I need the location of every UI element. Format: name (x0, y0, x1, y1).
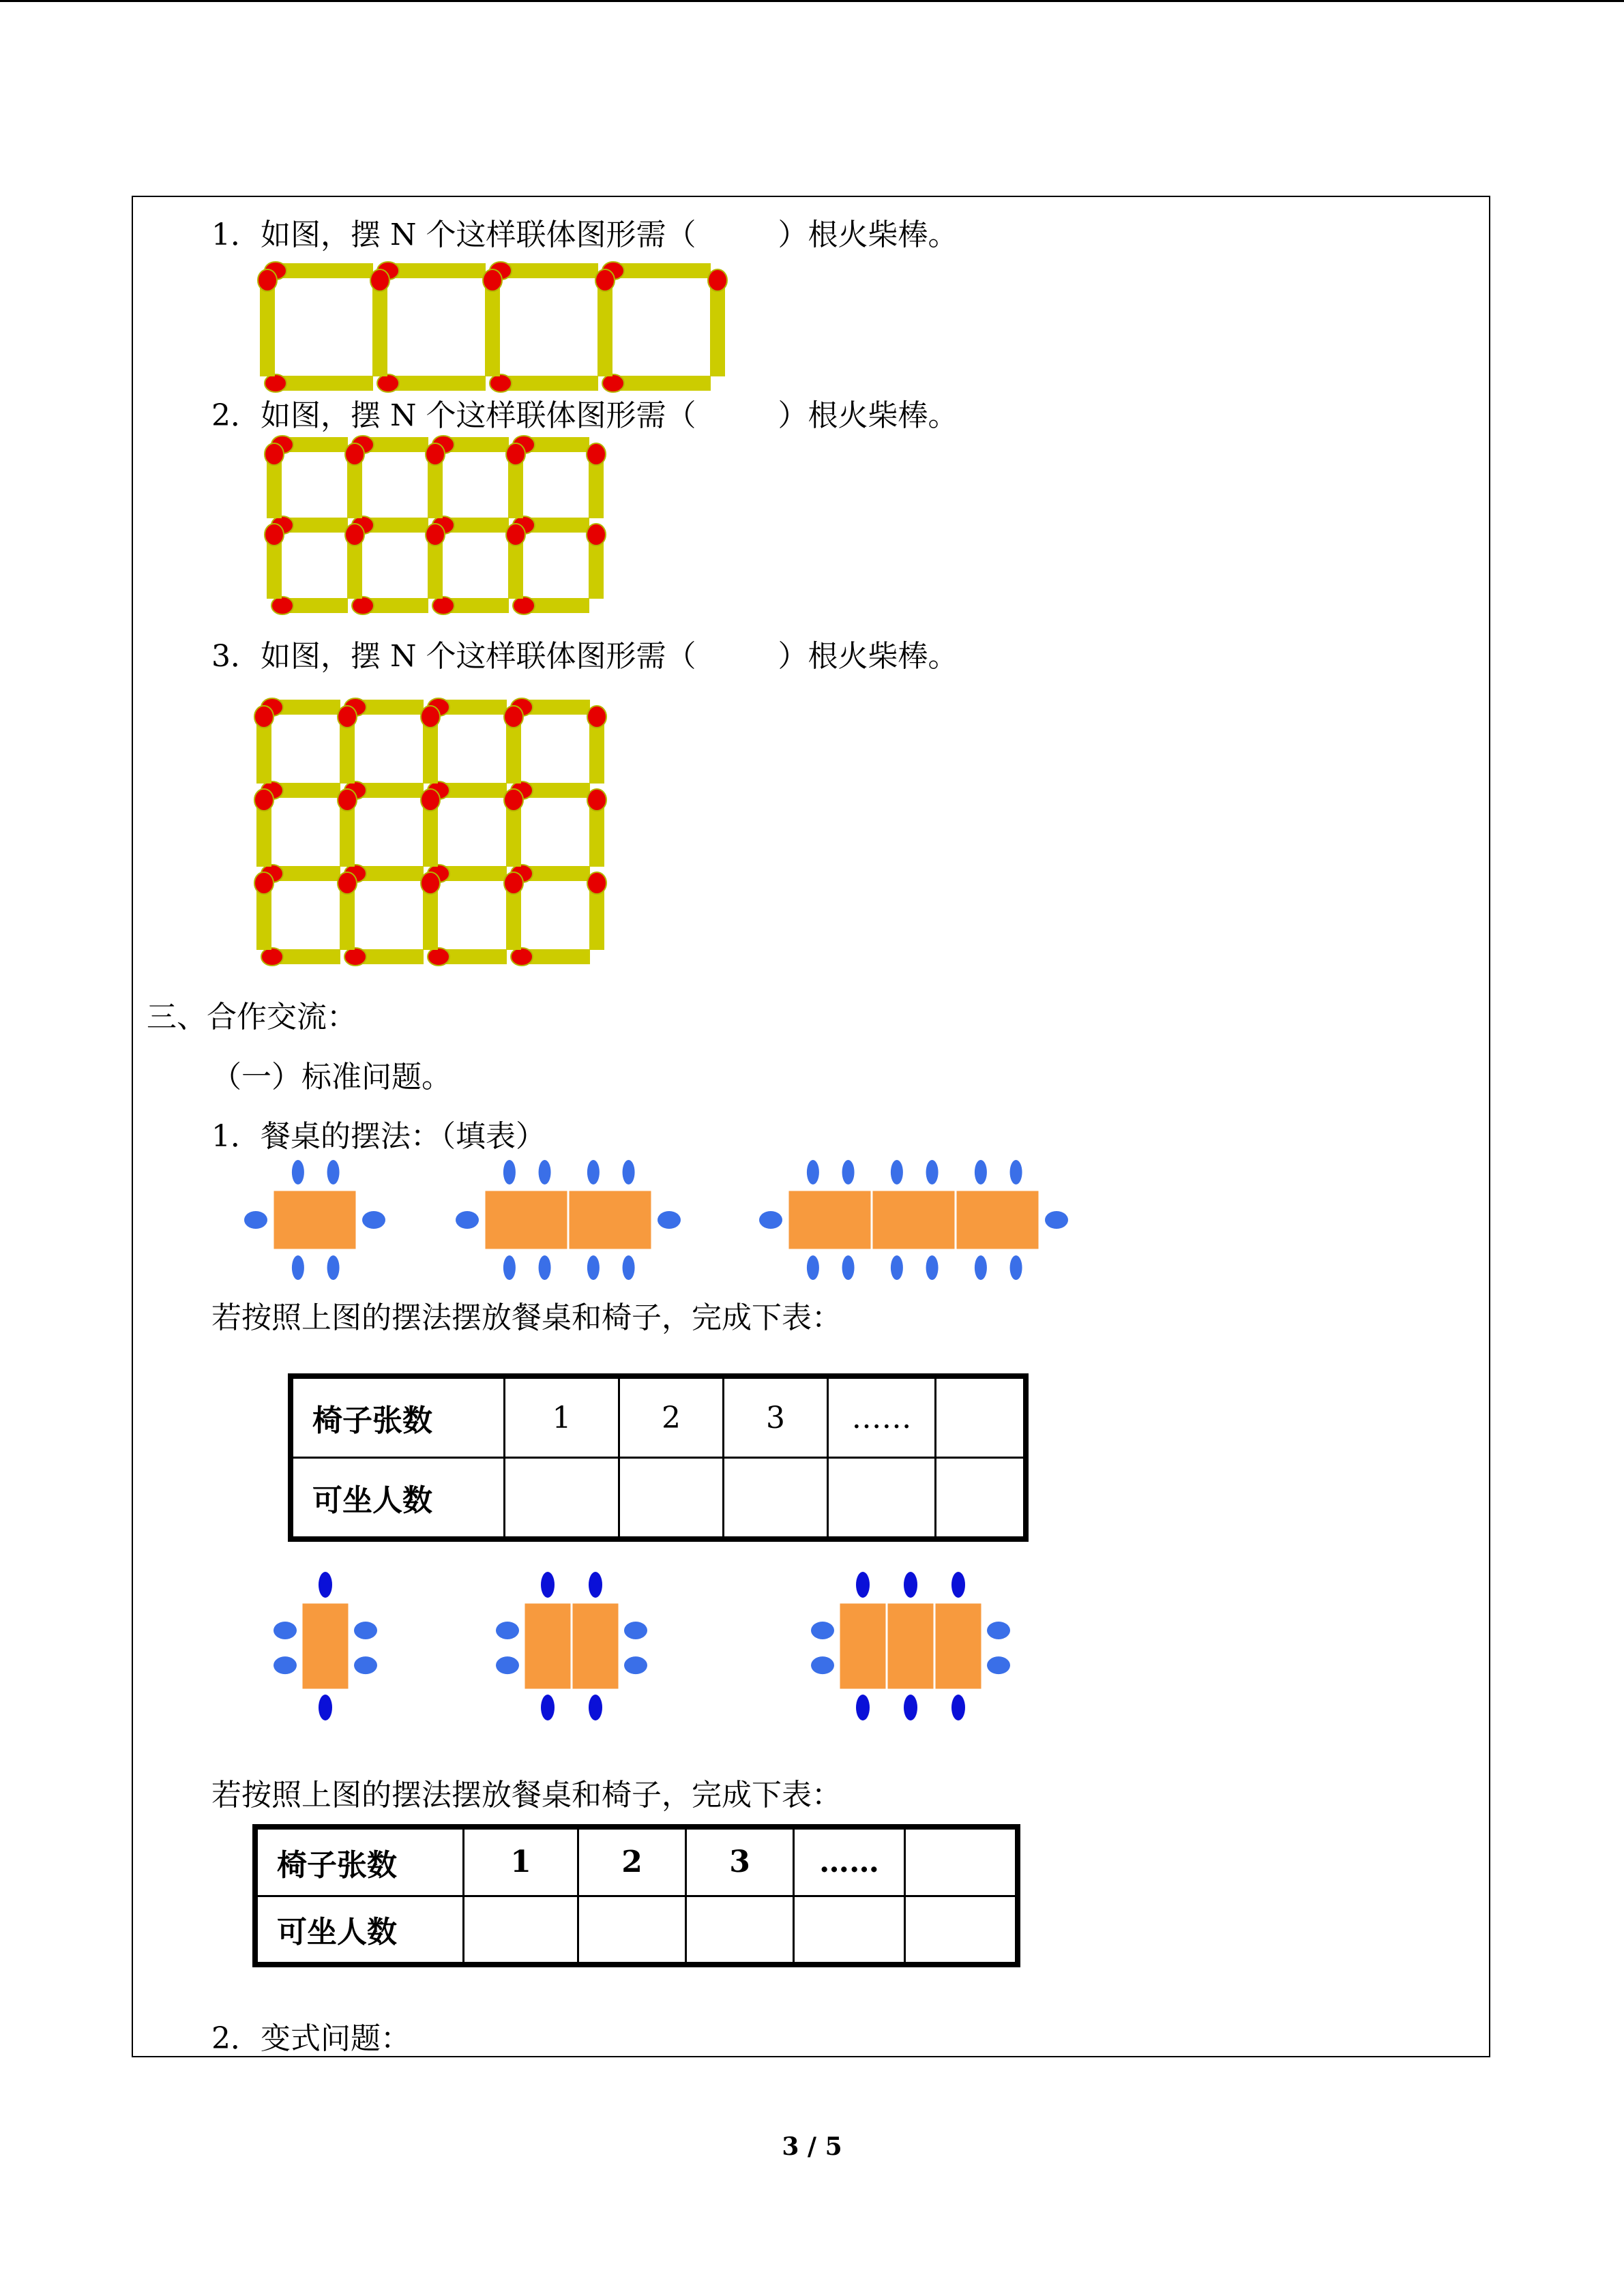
chair (658, 1211, 681, 1229)
match-head (426, 524, 445, 546)
question-1-lead: 1．如图，摆 N 个这样联体图形需（ (211, 218, 696, 252)
matchstick (612, 263, 711, 278)
question-2 (211, 398, 958, 434)
chair (589, 1572, 602, 1598)
chair (623, 1160, 635, 1184)
chair (1010, 1255, 1022, 1280)
matchstick (710, 278, 725, 376)
match-head (265, 524, 284, 546)
matchstick-figure-3 (256, 699, 781, 965)
question-3 (211, 638, 958, 675)
matchstick (499, 376, 598, 391)
top-rule (0, 0, 1624, 2)
table-cell: …… (794, 1827, 905, 1896)
chair (951, 1572, 965, 1598)
matchstick (597, 278, 612, 376)
table-cell[interactable] (686, 1896, 794, 1965)
match-head (421, 789, 440, 811)
matchstick (274, 376, 373, 391)
dining-table-item: 1．餐桌的摆法：（填表） (211, 1119, 546, 1154)
section-title: 三、合作交流： (147, 1000, 357, 1034)
match-head (254, 706, 274, 728)
table-cell: 2 (619, 1376, 724, 1458)
chair (975, 1160, 987, 1184)
match-head (513, 597, 535, 614)
table-cell[interactable] (936, 1376, 1027, 1458)
match-head (587, 706, 606, 728)
match-head (504, 789, 523, 811)
match-head (338, 789, 357, 811)
matchstick-figure-1 (259, 263, 743, 385)
dining-tables-long-arrangement (246, 1152, 1050, 1289)
match-head (587, 524, 606, 546)
chair (541, 1572, 555, 1598)
table-row (291, 1376, 1026, 1458)
table-row (255, 1827, 1018, 1896)
question-3-tail: ）根火柴棒。 (778, 639, 958, 674)
matchstick (612, 376, 711, 391)
chair (589, 1695, 602, 1720)
match-head (352, 597, 374, 614)
chair (327, 1160, 340, 1184)
chair (926, 1255, 939, 1280)
table-cell: 可坐人数 (255, 1896, 464, 1965)
chair (539, 1255, 551, 1280)
chair (274, 1656, 297, 1674)
dining-table (524, 1602, 572, 1690)
table-cell: 1 (505, 1376, 619, 1458)
dining-table (572, 1602, 619, 1690)
match-head (265, 374, 286, 392)
table-cell[interactable] (905, 1896, 1018, 1965)
chair (503, 1160, 516, 1184)
match-head (421, 872, 440, 894)
matchstick (274, 263, 373, 278)
chair (951, 1695, 965, 1720)
question-1-tail: ）根火柴棒。 (778, 218, 958, 252)
match-head (587, 789, 606, 811)
table-cell[interactable] (505, 1458, 619, 1540)
chair (624, 1656, 647, 1674)
match-head (490, 374, 512, 392)
chair (274, 1622, 297, 1639)
question-1 (211, 217, 958, 254)
match-head (254, 789, 274, 811)
dining-table (839, 1602, 887, 1690)
dining-table (934, 1602, 982, 1690)
matchstick (372, 278, 387, 376)
dining-table (956, 1190, 1039, 1250)
fill-table-1 (288, 1373, 1029, 1542)
chair (362, 1211, 385, 1229)
chair (1045, 1211, 1068, 1229)
dining-table (568, 1190, 652, 1250)
table-cell[interactable] (936, 1458, 1027, 1540)
chair (904, 1572, 917, 1598)
match-head (432, 597, 454, 614)
chair (856, 1572, 870, 1598)
match-head (345, 524, 364, 546)
chair (327, 1255, 340, 1280)
chair (496, 1656, 519, 1674)
matchstick (387, 376, 486, 391)
chair (856, 1695, 870, 1720)
table-cell[interactable] (905, 1827, 1018, 1896)
match-head (338, 872, 357, 894)
match-head (345, 443, 364, 465)
dining-table (788, 1190, 872, 1250)
table-cell: 1 (464, 1827, 578, 1896)
matchstick (499, 263, 598, 278)
chair (1010, 1160, 1022, 1184)
chair (842, 1255, 855, 1280)
matchstick (260, 278, 275, 376)
table-row (255, 1896, 1018, 1965)
dining-table (484, 1190, 568, 1250)
chair (319, 1572, 332, 1598)
match-head (421, 706, 440, 728)
match-head (708, 269, 727, 291)
table-cell: 椅子张数 (291, 1376, 505, 1458)
match-head (344, 948, 366, 966)
match-head (504, 706, 523, 728)
chair (811, 1656, 834, 1674)
chair (503, 1255, 516, 1280)
chair (496, 1622, 519, 1639)
dining-table (273, 1190, 357, 1250)
table-cell: …… (828, 1376, 936, 1458)
question-3-lead: 3．如图，摆 N 个这样联体图形需（ (211, 639, 696, 674)
chair (292, 1255, 304, 1280)
matchstick-figure-2 (266, 436, 750, 614)
table-cell[interactable] (828, 1458, 936, 1540)
table-cell[interactable] (619, 1458, 724, 1540)
chair (539, 1160, 551, 1184)
chair (623, 1255, 635, 1280)
match-head (428, 948, 449, 966)
match-head (587, 443, 606, 465)
table-cell[interactable] (464, 1896, 578, 1965)
chair (292, 1160, 304, 1184)
match-head (504, 872, 523, 894)
instruction-2: 若按照上图的摆法摆放餐桌和椅子，完成下表： (211, 1778, 842, 1813)
fill-table-2 (252, 1824, 1020, 1967)
question-2-tail: ）根火柴棒。 (778, 398, 958, 433)
table-cell: 3 (724, 1376, 828, 1458)
match-head (254, 872, 274, 894)
instruction-1: 若按照上图的摆法摆放餐桌和椅子，完成下表： (211, 1300, 842, 1335)
dining-table (301, 1602, 349, 1690)
table-row (291, 1458, 1026, 1540)
chair (624, 1622, 647, 1639)
chair (891, 1255, 903, 1280)
match-head (506, 443, 525, 465)
table-cell: 2 (578, 1827, 686, 1896)
chair (541, 1695, 555, 1720)
chair (987, 1656, 1010, 1674)
chair (354, 1656, 377, 1674)
match-head (587, 872, 606, 894)
chair (987, 1622, 1010, 1639)
table-cell: 可坐人数 (291, 1458, 505, 1540)
match-head (338, 706, 357, 728)
match-head (506, 524, 525, 546)
dining-table (872, 1190, 956, 1250)
table-cell[interactable] (724, 1458, 828, 1540)
matchstick (387, 263, 486, 278)
chair (926, 1160, 939, 1184)
table-cell: 椅子张数 (255, 1827, 464, 1896)
match-head (483, 269, 502, 291)
dining-tables-short-arrangement (266, 1562, 1016, 1725)
match-head (602, 374, 624, 392)
matchstick (485, 278, 500, 376)
chair (975, 1255, 987, 1280)
match-head (377, 374, 399, 392)
match-head (511, 948, 533, 966)
match-head (370, 269, 389, 291)
chair (587, 1160, 600, 1184)
chair (587, 1255, 600, 1280)
chair (891, 1160, 903, 1184)
table-cell[interactable] (794, 1896, 905, 1965)
match-head (261, 948, 283, 966)
chair (842, 1160, 855, 1184)
match-head (426, 443, 445, 465)
table-cell: 3 (686, 1827, 794, 1896)
chair (904, 1695, 917, 1720)
chair (759, 1211, 782, 1229)
subsection-title: （一）标准问题。 (211, 1060, 452, 1094)
page-number: 3 / 5 (782, 2132, 842, 2161)
match-head (271, 597, 293, 614)
chair (807, 1160, 819, 1184)
match-head (595, 269, 615, 291)
chair (354, 1622, 377, 1639)
table-cell[interactable] (578, 1896, 686, 1965)
chair (807, 1255, 819, 1280)
match-head (258, 269, 277, 291)
variant-question-item: 2．变式问题： (211, 2021, 411, 2056)
chair (811, 1622, 834, 1639)
question-2-lead: 2．如图，摆 N 个这样联体图形需（ (211, 398, 696, 433)
chair (319, 1695, 332, 1720)
match-head (265, 443, 284, 465)
chair (244, 1211, 267, 1229)
chair (456, 1211, 479, 1229)
dining-table (887, 1602, 934, 1690)
